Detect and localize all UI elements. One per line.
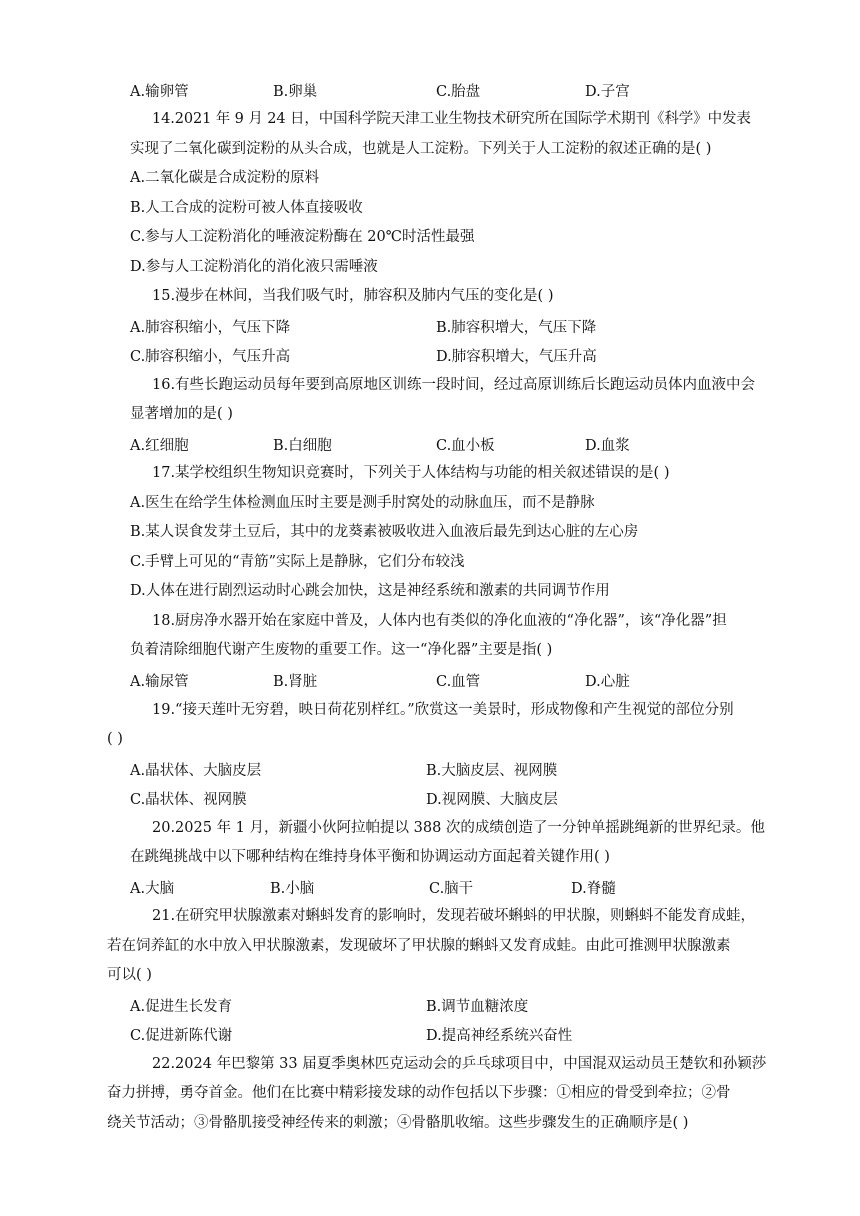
option-a: A.输卵管 [130,84,189,100]
question-text: ( ) [107,731,123,747]
option-d: D.肺容积增大，气压升高 [436,349,597,365]
question-text: 15.漫步在林间，当我们吸气时，肺容积及肺内气压的变化是( ) [152,288,554,304]
question-text: 14.2021 年 9 月 24 日，中国科学院天津工业生物技术研究所在国际学术期刊《科学》中发表 [152,111,751,127]
option-a: A.医生在给学生体检测血压时主要是测手肘窝处的动脉血压，而不是静脉 [130,495,595,511]
option-b: B.白细胞 [273,438,332,454]
option-d: D.心脏 [585,674,630,690]
option-b: B.调节血糖浓度 [426,999,529,1015]
option-c: C.胎盘 [436,84,481,100]
option-d: D.子宫 [585,84,630,100]
question-text: 绕关节活动；③骨骼肌接受神经传来的刺激；④骨骼肌收缩。这些步骤发生的正确顺序是( ) [107,1115,689,1131]
option-a: A.二氧化碳是合成淀粉的原料 [130,170,320,186]
question-text: 可以( ) [107,967,152,983]
option-c: C.手臂上可见的“青筋”实际上是静脉，它们分布较浅 [130,554,465,570]
question-text: 18.厨房净水器开始在家庭中普及，人体内也有类似的净化血液的“净化器”，该“净化器”担 [152,613,727,629]
option-c: C.脑干 [429,881,474,897]
option-b: B.肺容积增大，气压下降 [436,320,597,336]
option-b: B.卵巢 [273,84,318,100]
option-a: A.输尿管 [130,674,189,690]
option-c: C.晶状体、视网膜 [130,792,247,808]
option-b: B.某人误食发芽土豆后，其中的龙葵素被吸收进入血液后最先到达心脏的左心房 [130,524,639,540]
question-text: 16.有些长跑运动员每年要到高原地区训练一段时间，经过高原训练后长跑运动员体内血液中会 [152,377,756,393]
question-text: 奋力拼搏，勇夺首金。他们在比赛中精彩接发球的动作包括以下步骤：①相应的骨受到牵拉；②骨 [107,1085,731,1101]
question-text: 显著增加的是( ) [130,406,233,422]
option-d: D.视网膜、大脑皮层 [426,792,558,808]
option-a: A.促进生长发育 [130,999,233,1015]
option-d: D.脊髓 [571,881,616,897]
question-text: 若在饲养缸的水中放入甲状腺激素，发现破坏了甲状腺的蝌蚪又发育成蛙。由此可推测甲状腺激素 [107,938,731,954]
option-b: B.人工合成的淀粉可被人体直接吸收 [130,200,363,216]
question-text: 22.2024 年巴黎第 33 届夏季奥林匹克运动会的乒乓球项目中，中国混双运动员王楚钦和孙颖莎 [152,1056,767,1072]
question-text: 17.某学校组织生物知识竞赛时，下列关于人体结构与功能的相关叙述错误的是( ) [152,465,670,481]
option-b: B.肾脏 [273,674,318,690]
option-a: A.晶状体、大脑皮层 [130,763,262,779]
option-a: A.红细胞 [130,438,189,454]
option-c: C.血小板 [436,438,495,454]
question-text: 20.2025 年 1 月，新疆小伙阿拉帕提以 388 次的成绩创造了一分钟单摇跳绳新的世界纪录。他 [152,820,765,836]
question-text: 负着清除细胞代谢产生废物的重要工作。这一“净化器”主要是指( ) [130,642,553,658]
question-text: 19.“接天莲叶无穷碧，映日荷花别样红。”欣赏这一美景时，形成物像和产生视觉的部位分别 [152,702,734,718]
option-a: A.大脑 [130,881,175,897]
option-b: B.大脑皮层、视网膜 [426,763,558,779]
option-d: D.参与人工淀粉消化的消化液只需唾液 [130,259,378,275]
option-c: C.血管 [436,674,481,690]
option-c: C.肺容积缩小，气压升高 [130,349,291,365]
option-c: C.促进新陈代谢 [130,1028,233,1044]
option-d: D.人体在进行剧烈运动时心跳会加快，这是神经系统和激素的共同调节作用 [130,583,610,599]
option-c: C.参与人工淀粉消化的唾液淀粉酶在 20℃时活性最强 [130,229,475,245]
option-d: D.提高神经系统兴奋性 [426,1028,573,1044]
question-text: 实现了二氧化碳到淀粉的从头合成，也就是人工淀粉。下列关于人工淀粉的叙述正确的是( ) [130,141,712,157]
option-b: B.小脑 [270,881,315,897]
question-text: 21.在研究甲状腺激素对蝌蚪发育的影响时，发现若破坏蝌蚪的甲状腺，则蝌蚪不能发育成蛙， [152,908,756,924]
question-text: 在跳绳挑战中以下哪种结构在维持身体平衡和协调运动方面起着关键作用( ) [130,849,610,865]
option-d: D.血浆 [585,438,630,454]
option-a: A.肺容积缩小，气压下降 [130,320,291,336]
